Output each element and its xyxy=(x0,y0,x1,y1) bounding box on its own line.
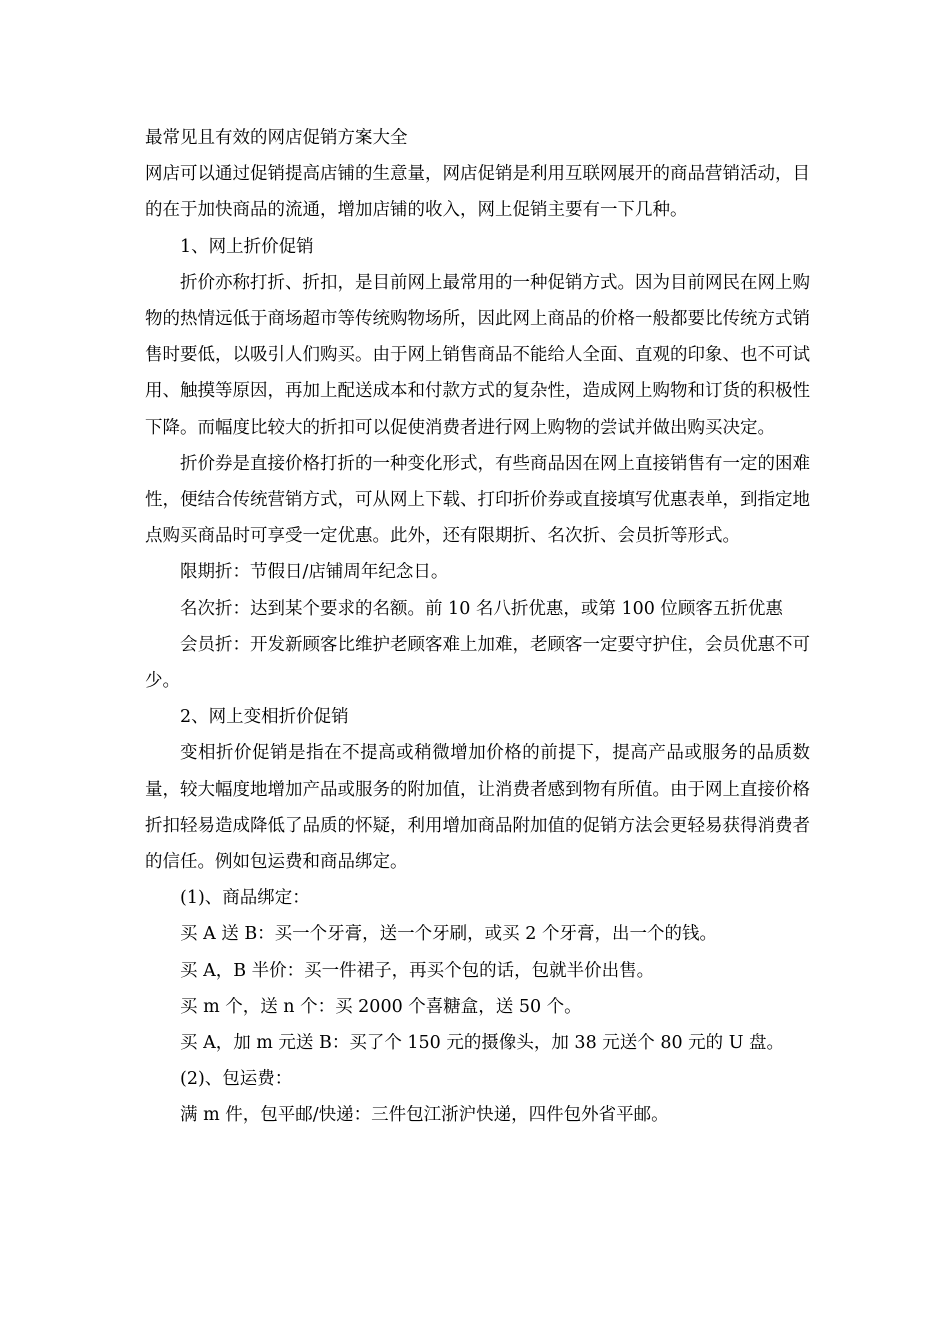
paragraph-discount: 折价亦称打折、折扣，是目前网上最常用的一种促销方式。因为目前网民在网上购物的热情远低于商场超市等传统购物场所，因此网上商品的价格一般都要比传统方式销售时要低，以吸引人们购买。由于网上销售商品不能给人全面、直观的印象、也不可试用、触摸等原因，再加上配送成本和付款方式的复杂性，造成网上购物和订货的积极性下降。而幅度比较大的折扣可以促使消费者进行网上购物的尝试并做出购买决定。 xyxy=(145,272,810,438)
list-item: 满 m 件，包平邮/快递：三件包江浙沪快递，四件包外省平邮。 xyxy=(180,1105,669,1126)
paragraph-member: 会员折：开发新顾客比维护老顾客难上加难，老顾客一定要守护住，会员优惠不可少。 xyxy=(145,634,810,692)
list-item: 买 A，加 m 元送 B：买了个 150 元的摄像头，加 38 元送个 80 元的 U 盘。 xyxy=(180,1033,785,1054)
section-heading-1: 1、网上折价促销 xyxy=(180,236,314,257)
document-body xyxy=(145,120,810,1134)
list-item: 买 m 个，送 n 个：买 2000 个喜糖盒，送 50 个。 xyxy=(180,996,582,1017)
paragraph-disguised-discount: 变相折价促销是指在不提高或稍微增加价格的前提下，提高产品或服务的品质数量，较大幅度地增加产品或服务的附加值，让消费者感到物有所值。由于网上直接价格折扣轻易造成降低了品质的怀疑，利用增加商品附加值的促销方法会更轻易获得消费者的信任。例如包运费和商品绑定。 xyxy=(145,743,810,873)
paragraph-intro: 网店可以通过促销提高店铺的生意量，网店促销是利用互联网展开的商品营销活动，目的在于加快商品的流通，增加店铺的收入，网上促销主要有一下几种。 xyxy=(145,164,810,221)
document-title: 最常见且有效的网店促销方案大全 xyxy=(145,128,408,148)
paragraph-ranking: 名次折：达到某个要求的名额。前 10 名八折优惠，或第 100 位顾客五折优惠 xyxy=(180,598,783,619)
subheading-shipping: (2)、包运费： xyxy=(180,1069,293,1090)
paragraph-time-limited: 限期折：节假日/店铺周年纪念日。 xyxy=(180,562,449,583)
paragraph-coupon: 折价券是直接价格打折的一种变化形式，有些商品因在网上直接销售有一定的困难性，便结合传统营销方式，可从网上下载、打印折价券或直接填写优惠表单，到指定地点购买商品时可享受一定优惠。此外，还有限期折、名次折、会员折等形式。 xyxy=(145,453,810,547)
subheading-bundle: (1)、商品绑定： xyxy=(180,888,310,909)
list-item: 买 A，B 半价：买一件裙子，再买个包的话，包就半价出售。 xyxy=(180,960,655,981)
section-heading-2: 2、网上变相折价促销 xyxy=(180,707,349,728)
list-item: 买 A 送 B：买一个牙膏，送一个牙刷，或买 2 个牙膏，出一个的钱。 xyxy=(180,924,717,945)
